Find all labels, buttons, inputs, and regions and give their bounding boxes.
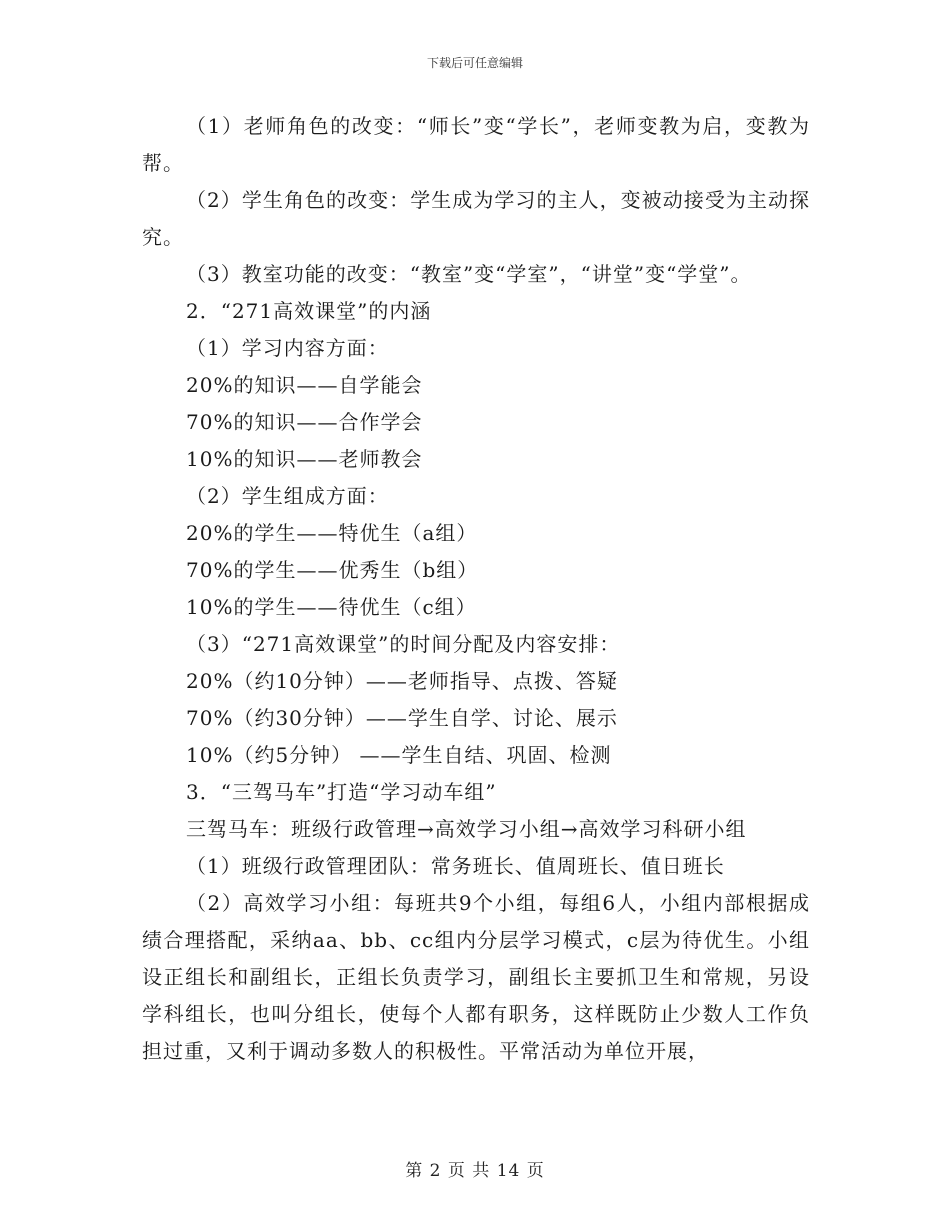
paragraph: （3）教室功能的改变：“教室”变“学室”，“讲堂”变“学堂”。	[186, 262, 752, 286]
paragraph: （1）老师角色的改变：“师长”变“学长”，老师变教为启，变教为帮。	[142, 114, 810, 175]
list-item: 20%的学生——特优生（a组）	[186, 521, 478, 545]
list-item: 20%的知识——自学能会	[186, 373, 423, 397]
list-item: 70%的学生——优秀生（b组）	[186, 558, 479, 582]
section-heading: 2．“271高效课堂”的内涵	[186, 299, 432, 323]
subsection-heading: （3）“271高效课堂”的时间分配及内容安排：	[186, 632, 621, 656]
list-item: 10%的学生——待优生（c组）	[186, 595, 477, 619]
list-item: 70%的知识——合作学会	[186, 410, 423, 434]
paragraph: 三驾马车：班级行政管理→高效学习小组→高效学习科研小组	[186, 817, 747, 841]
page-header: 下载后可任意编辑	[426, 56, 523, 70]
subsection-heading: （1）学习内容方面：	[186, 336, 389, 360]
subsection-heading: （1）班级行政管理团队：常务班长、值周班长、值日班长	[186, 854, 725, 878]
paragraph: （2）高效学习小组：每班共9个小组，每组6人，小组内部根据成绩合理搭配，采纳aa、bb、cc组内分层学习模式，c层为待优生。小组设正组长和副组长，正组长负责学习，副组长主要抓卫生和常规，另设学科组长，也叫分组长，使每个人都有职务，这样既防止少数人工作负担过重，又利于调动多数人的积极性。平常活动为单位开展，	[142, 891, 810, 1063]
list-item: 70%（约30分钟）——学生自学、讨论、展示	[186, 706, 618, 730]
list-item: 10%的知识——老师教会	[186, 447, 423, 471]
list-item: 20%（约10分钟）——老师指导、点拨、答疑	[186, 669, 618, 693]
list-item: 10%（约5分钟） ——学生自结、巩固、检测	[186, 743, 612, 767]
section-heading: 3．“三驾马车”打造“学习动车组”	[186, 780, 497, 804]
subsection-heading: （2）学生组成方面：	[186, 484, 389, 508]
page-footer: 第 2 页 共 14 页	[405, 1161, 545, 1181]
document-body	[142, 108, 810, 1070]
paragraph: （2）学生角色的改变：学生成为学习的主人，变被动接受为主动探究。	[142, 188, 810, 249]
